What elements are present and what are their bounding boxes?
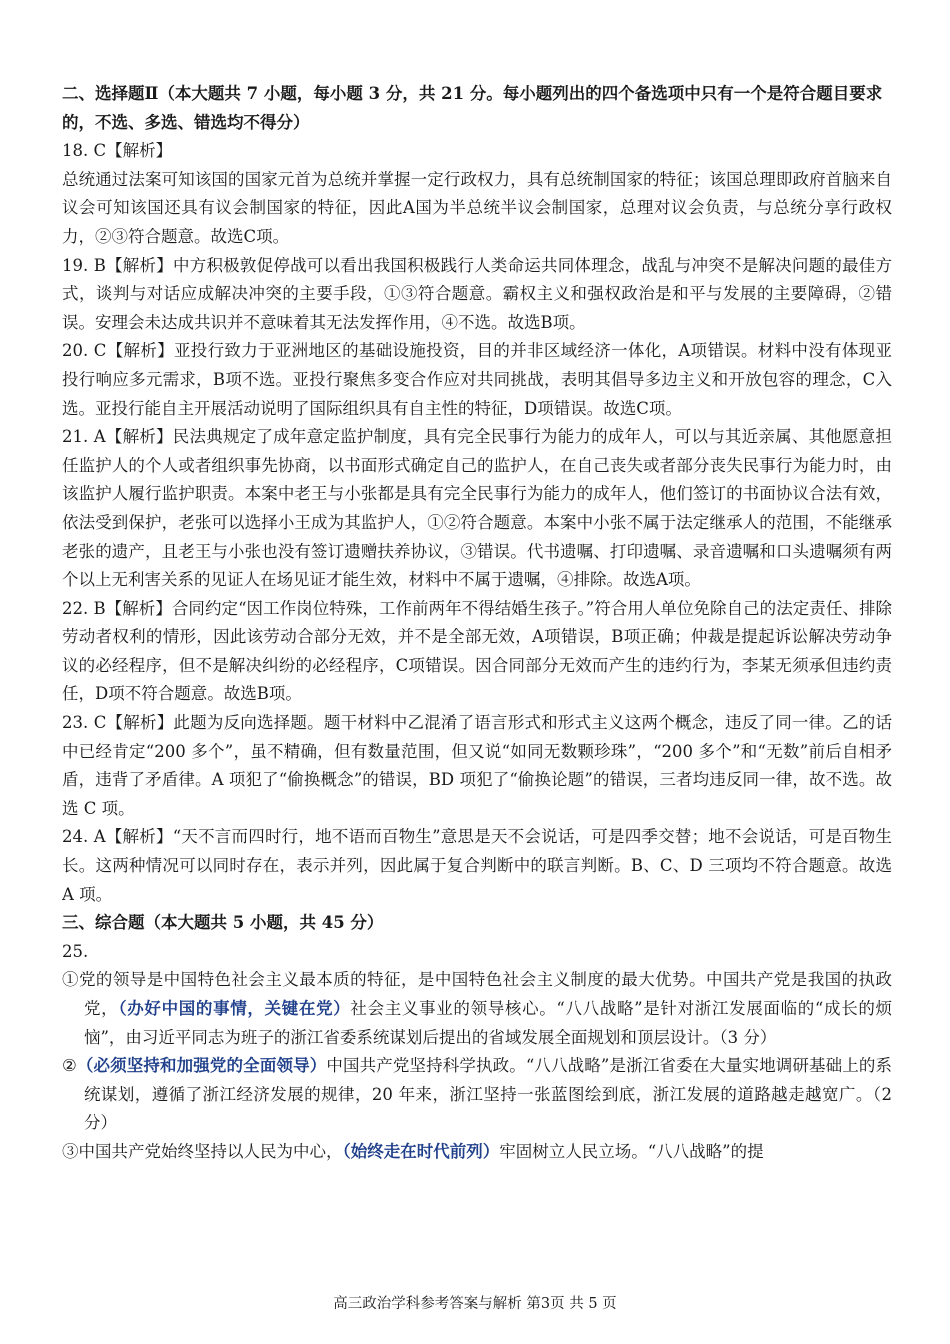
question-22 <box>62 595 892 709</box>
question-24 <box>62 823 892 909</box>
point-2-highlight: （必须坚持和加强党的全面领导） <box>76 1056 327 1076</box>
point-3-highlight: （始终走在时代前列） <box>342 1141 500 1161</box>
question-24-label: 24. A【解析】 <box>62 827 173 847</box>
question-25-label: 25. <box>62 941 89 961</box>
section-3-heading: 三、综合题（本大题共 5 小题，共 45 分） <box>62 913 384 933</box>
question-21-body: 民法典规定了成年意定监护制度，具有完全民事行为能力的成年人，可以与其近亲属、其他愿意担任监护人的个人或者组织事先协商，以书面形式确定自己的监护人，在自己丧失或者部分丧失民事行为能力时，由该监护人履行监护职责。本案中老王与小张都是具有完全民事行为能力的成年人，他们签订的书面协议合法有效，依法受到保护，老张可以选择小王成为其监护人，①②符合题意。本案中小张不属于法定继承人的范围，不能继承老张的遗产，且老王与小张也没有签订遗赠扶养协议，③错误。代书遗嘱、打印遗嘱、录音遗嘱和口头遗嘱须有两个以上无利害关系的见证人在场见证才能生效，材料中不属于遗嘱，④排除。故选A项。 <box>62 427 893 590</box>
question-23-body: 此题为反向选择题。题干材料中乙混淆了语言形式和形式主义这两个概念，违反了同一律。乙的话中已经肯定“200 多个”，虽不精确，但有数量范围，但又说“如同无数颗珍珠”，“200 多个”和“无数”前后自相矛盾，违背了矛盾律。A 项犯了“偷换概念”的错误，BD 项犯了“偷换论题”的错误，三者均违反同一律，故不选。故选 C 项。 <box>62 713 892 818</box>
question-19 <box>62 252 892 338</box>
question-22-label: 22. B【解析】 <box>62 598 172 618</box>
point-1-text-a: ①党的领导是中国特色社会主义最本质的特征，是中国特色社会主义制度的最大优势。中国共产党是我国的执政党， <box>62 970 892 1018</box>
question-21-label: 21. A【解析】 <box>62 427 173 447</box>
question-21 <box>62 423 892 595</box>
section-2-heading: 二、选择题Ⅱ（本大题共 7 小题，每小题 3 分，共 21 分。每小题列出的四个备选项中只有一个是符合题目要求的，不选、多选、错选均不得分） <box>62 84 883 132</box>
page-footer: 高三政治学科参考答案与解析 第3页 共 5 页 <box>333 1296 617 1312</box>
question-19-body: 中方积极敦促停战可以看出我国积极践行人类命运共同体理念，战乱与冲突不是解决问题的最佳方式，谈判与对话应成解决冲突的主要手段，①③符合题意。霸权主义和强权政治是和平与发展的主要障碍，②错误。安理会未达成共识并不意味着其无法发挥作用，④不选。故选B项。 <box>62 255 892 332</box>
point-3-text-b: 牢固树立人民立场。“八八战略”的提 <box>499 1141 764 1161</box>
question-20 <box>62 337 892 423</box>
point-1-highlight: （办好中国的事情，关键在党） <box>118 999 351 1018</box>
question-18-label: 18. C【解析】 <box>62 141 173 161</box>
question-20-label: 20. C【解析】 <box>62 341 174 361</box>
question-25-point-2 <box>62 1052 892 1138</box>
question-19-label: 19. B【解析】 <box>62 255 173 275</box>
question-24-body: “天不言而四时行，地不语而百物生”意思是天不会说话，可是四季交替；地不会说话，可是百物生长。这两种情况可以同时存在，表示并列，因此属于复合判断中的联言判断。B、C、D 三项均不符合题意。故选 A 项。 <box>62 827 892 904</box>
point-1-text-b: 社会主义事业的领导核心。“八八战略”是针对浙江发展面临的“成长的烦恼”，由习近平同志为班子的浙江省委系统谋划后提出的省域发展全面规划和顶层设计。（3 分） <box>84 999 893 1047</box>
point-2-text-b: 中国共产党坚持科学执政。“八八战略”是浙江省委在大量实地调研基础上的系统谋划，遵循了浙江经济发展的规律，20 年来，浙江坚持一张蓝图绘到底，浙江发展的道路越走越宽广。（2 分） <box>84 1056 893 1133</box>
question-22-body: 合同约定“因工作岗位特殊，工作前两年不得结婚生孩子。”符合用人单位免除自己的法定责任、排除劳动者权利的情形，因此该劳动合部分无效，并不是全部无效，A项错误，B项正确；仲裁是提起诉讼解决劳动争议的必经程序，但不是解决纠纷的必经程序，C项错误。因合同部分无效而产生的违约行为，李某无须承但违约责任，D项不符合题意。故选B项。 <box>62 598 892 704</box>
question-18-body: 总统通过法案可知该国的国家元首为总统并掌握一定行政权力，具有总统制国家的特征；该国总理即政府首脑来自议会可知该国还具有议会制国家的特征，因此A国为半总统半议会制国家，总理对议会负责，与总统分享行政权力，②③符合题意。故选C项。 <box>62 169 892 246</box>
question-23 <box>62 709 892 823</box>
question-20-body: 亚投行致力于亚洲地区的基础设施投资，目的并非区域经济一体化，A项错误。材料中没有体现亚投行响应多元需求，B项不选。亚投行聚焦多变合作应对共同挑战，表明其倡导多边主义和开放包容的理念，C入选。亚投行能自主开展活动说明了国际组织具有自主性的特征，D项错误。故选C项。 <box>62 341 892 418</box>
question-23-label: 23. C【解析】 <box>62 713 174 733</box>
question-18 <box>62 137 892 251</box>
point-2-text-a: ② <box>62 1056 77 1076</box>
point-3-text-a: ③中国共产党始终坚持以人民为中心， <box>62 1141 343 1161</box>
page-content <box>62 80 892 1167</box>
question-25-point-1 <box>62 966 892 1052</box>
question-25-point-3 <box>62 1138 892 1167</box>
question-25 <box>62 938 892 1167</box>
